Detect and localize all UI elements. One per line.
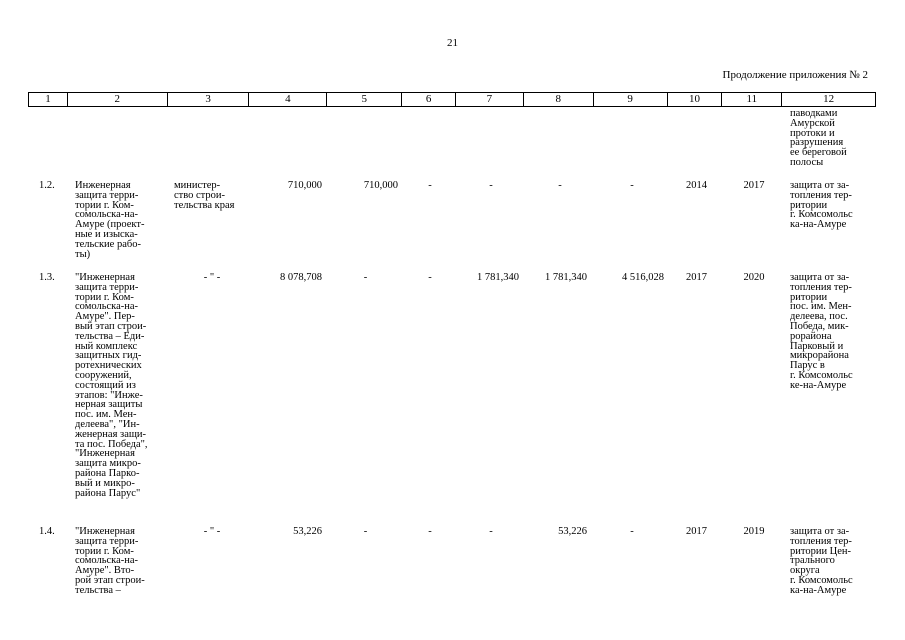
row-1-3-total: 8 078,708 — [280, 272, 322, 283]
row-1-2-start-year: 2014 — [686, 180, 707, 191]
row-1-2-total: 710,000 — [287, 180, 322, 191]
row-1-2-col7: - — [489, 180, 493, 191]
row-1-4-total: 53,226 — [293, 526, 322, 537]
row-1-2-name: Инженерная защита терри- тории г. Ком- сомольска-на- Амуре (проект- ные и изыска- тельские рабо- ты) — [75, 180, 145, 260]
row-1-2-col8: - — [558, 180, 562, 191]
row-1-4-result: защита от за- топления тер- ритории Цен- трального округа г. Комсомольс ка-на-Амуре — [790, 526, 853, 596]
row-1-4-col5: - — [363, 526, 368, 537]
row-1-3-col7: 1 781,340 — [477, 272, 519, 283]
row-1-2-executor: министер- ство строи- тельства края — [174, 180, 235, 211]
row-1-4-col7: - — [489, 526, 493, 537]
carry-over-cell: паводками Амурской протоки и разрушения ее береговой полосы — [790, 108, 847, 168]
row-1-3-end-year: 2020 — [743, 272, 765, 283]
row-1-2-end-year: 2017 — [743, 180, 765, 191]
row-1-4-col8: 53,226 — [558, 526, 587, 537]
header-col-3: 3 — [168, 93, 250, 106]
row-1-3-col5: - — [363, 272, 368, 283]
header-col-4: 4 — [249, 93, 327, 106]
header-col-11: 11 — [722, 93, 782, 106]
row-1-4-name: "Инженерная защита терри- тории г. Ком- сомольска-на- Амуре". Вто- рой этап строи- тельства – — [75, 526, 145, 596]
row-1-3-executor: - " - — [203, 272, 221, 283]
header-col-8: 8 — [524, 93, 594, 106]
header-col-1: 1 — [29, 93, 68, 106]
row-1-3-col8: 1 781,340 — [545, 272, 587, 283]
row-1-3-number: 1.3. — [39, 272, 55, 283]
row-1-2-result: защита от за- топления тер- ритории г. Комсомольс ка-на-Амуре — [790, 180, 853, 231]
row-1-3-start-year: 2017 — [686, 272, 707, 283]
row-1-4-number: 1.4. — [39, 526, 55, 537]
row-1-4-start-year: 2017 — [686, 526, 707, 537]
row-1-4-col6: - — [428, 526, 432, 537]
row-1-3-col6: - — [428, 272, 432, 283]
row-1-2-col6: - — [428, 180, 432, 191]
header-col-7: 7 — [456, 93, 524, 106]
header-col-6: 6 — [402, 93, 456, 106]
header-col-12: 12 — [823, 93, 835, 105]
row-1-4-col9: - — [630, 526, 634, 537]
row-1-4-end-year: 2019 — [743, 526, 765, 537]
row-1-3-name: "Инженерная защита терри- тории г. Ком- сомольска-на- Амуре". Пер- вый этап строи- тельства – Еди- ный комплекс защитных гид- ротехнических сооружений, состоящий из этапов: "Инже- нерная защиты пос. им. Мен- делеева", "Ин- женерная защи- та пос. Победа", "Инженерная защита микро- района Парко- вый и микро- района Парус" — [75, 272, 148, 499]
row-1-2-number: 1.2. — [39, 180, 55, 191]
header-col-10: 10 — [668, 93, 723, 106]
table-header — [28, 92, 876, 107]
row-1-2-col5: 710,000 — [363, 180, 398, 191]
row-1-4-executor: - " - — [203, 526, 221, 537]
header-col-5: 5 — [327, 93, 402, 106]
header-col-9: 9 — [594, 93, 668, 106]
continuation-note: Продолжение приложения № 2 — [722, 69, 868, 81]
row-1-3-result: защита от за- топления тер- ритории пос. им. Мен- делеева, пос. Победа, мик- рорайона Парковый и микрорайона Парус в г. Комсомольс ке-на-Амуре — [790, 272, 853, 391]
page-number: 21 — [447, 37, 458, 49]
row-1-2-col9: - — [630, 180, 634, 191]
header-col-2: 2 — [68, 93, 168, 106]
row-1-3-col9: 4 516,028 — [622, 272, 664, 283]
